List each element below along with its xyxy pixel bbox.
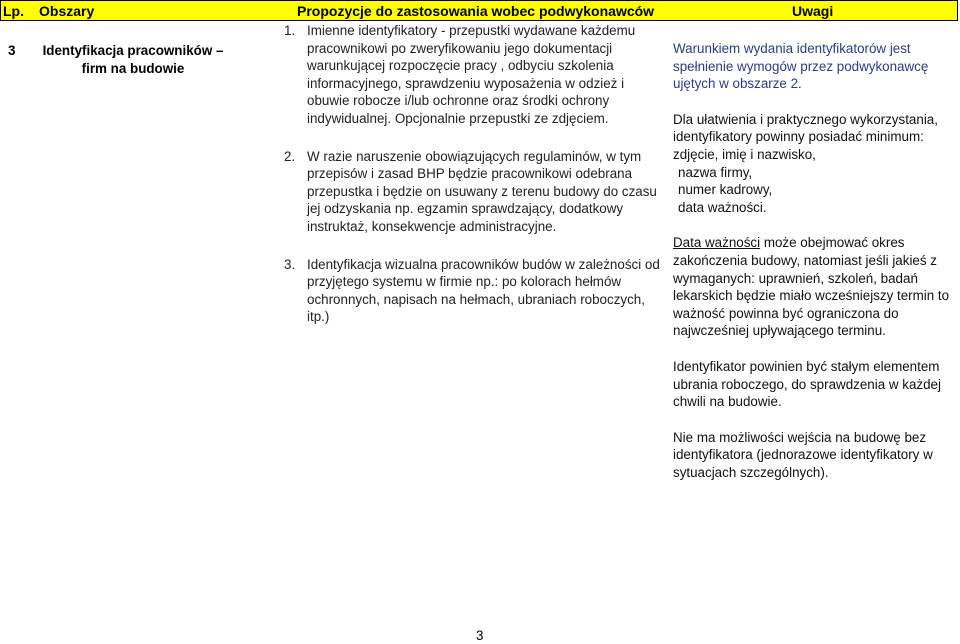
- proposal-item: [284, 256, 669, 326]
- proposal-item: [284, 148, 669, 236]
- remark-field-item: zdjęcie, imię i nazwisko,: [673, 146, 816, 162]
- remark-field-item: numer kadrowy,: [678, 182, 773, 198]
- header-uwagi: Uwagi: [792, 3, 834, 19]
- page-number: 3: [476, 628, 484, 643]
- remark-no-entry: Nie ma możliwości wejścia na budowę bez identyfikatora (jednorazowe identyfikatory w sytuacjach szczególnych).: [673, 429, 933, 480]
- remark-requirement: Warunkiem wydania identyfikatorów jest spełnienie wymogów przez podwykonawcę ujętych w obszarze 2.: [673, 41, 929, 92]
- proposal-number: 3.: [284, 256, 296, 272]
- remark-field-item: data ważności.: [678, 199, 767, 215]
- remark-validity-text: może obejmować okres zakończenia budowy, natomiast jeśli jakieś z wymaganych: uprawnień, szkoleń, badań lekarskich będzie miało wcześniejszy termin to ważność powinna być ograniczona do najwcześniej upływającego terminu.: [673, 235, 950, 339]
- proposal-text: Identyfikacja wizualna pracowników budów w zależności od przyjętego systemu w firmie np.: po kolorach hełmów ochronnych, napisach na hełmach, ubraniach roboczych, itp.): [307, 256, 660, 325]
- header-obszary: Obszary: [39, 3, 95, 19]
- proposal-number: 2.: [284, 148, 296, 164]
- proposal-text: Imienne identyfikatory - przepustki wydawane każdemu pracownikowi po zweryfikowaniu jego dokumentacji warunkującej rozpoczęcie pracy , odbyciu szkolenia informacyjnego, sprawdzeniu wyposażenia w odzież i obuwie robocze i/lub ochronne oraz środki ochrony indywidualnej. Opcjonalnie przepustki ze zdjęciem.: [307, 23, 636, 126]
- remark-badge-worn: Identyfikator powinien być stałym elementem ubrania roboczego, do sprawdzenia w każdej chwili na budowie.: [673, 358, 941, 410]
- proposal-text: W razie naruszenie obowiązujących regulaminów, w tym przepisów i zasad BHP będzie pracownikowi odebrana przepustka i będzie on usuwany z terenu budowy do czasu jej odzyskania np. egzamin sprawdzający, dodatkowy instruktaż, konsekwencje administracyjne.: [307, 148, 657, 234]
- proposals-list: [284, 22, 669, 346]
- table-header-row: [0, 0, 958, 21]
- row-number: 3: [8, 43, 16, 58]
- header-propozycje: Propozycje do zastosowania wobec podwykonawców: [297, 3, 655, 19]
- proposal-item: [284, 22, 669, 128]
- remarks-column: [673, 40, 958, 499]
- header-lp: Lp.: [3, 3, 24, 19]
- area-title: Identyfikacja pracowników – firm na budowie: [42, 43, 224, 76]
- remark-validity: [673, 234, 958, 340]
- remark-minimum-fields: [673, 111, 958, 217]
- remark-field-item: nazwa firmy,: [678, 164, 753, 180]
- remark-minimum-intro: Dla ułatwienia i praktycznego wykorzystania, identyfikatory powinny posiadać minimum:: [673, 111, 938, 145]
- remark-validity-term: Data ważności: [673, 235, 761, 251]
- proposal-number: 1.: [284, 23, 296, 38]
